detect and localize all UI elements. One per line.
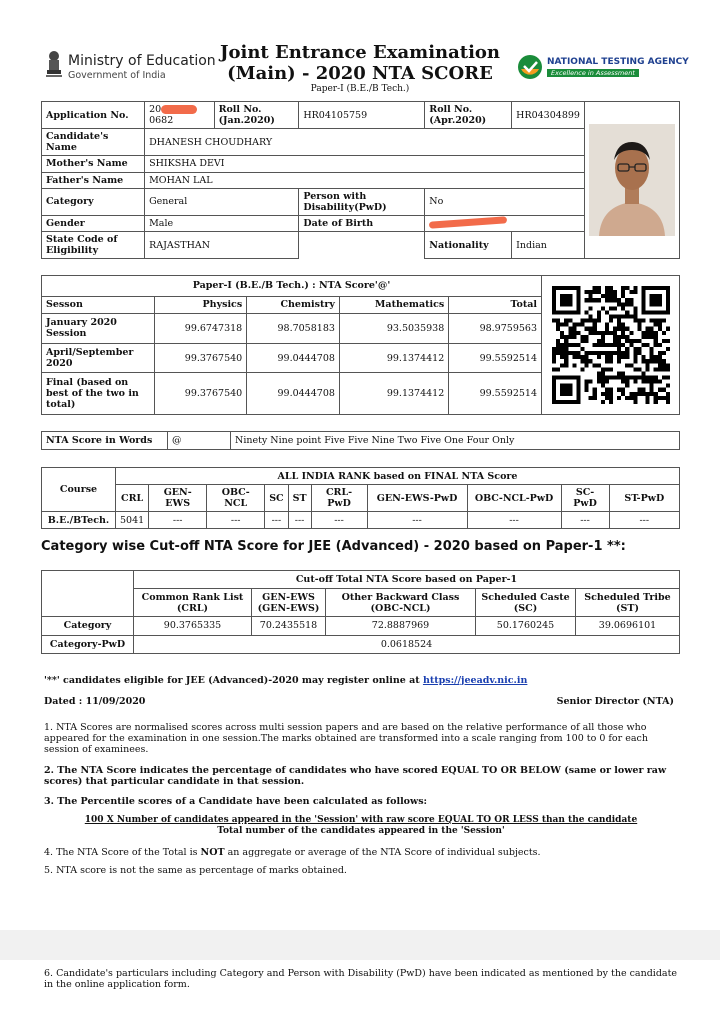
roll-jan-value: HR04105759 [299, 102, 425, 129]
score-cell: 99.3767540 [154, 373, 247, 414]
father-label: Father's Name [42, 172, 145, 188]
score-row-label: April/September 2020 [42, 343, 154, 373]
rank-header: OBC-NCL-PwD [467, 485, 561, 512]
nationality-label: Nationality [425, 232, 512, 259]
score-words-symbol: @ [168, 432, 231, 450]
score-words-table [41, 431, 680, 450]
cutoff-table-title: Cut-off Total NTA Score based on Paper-1 [134, 571, 680, 589]
score-words-value: Ninety Nine point Five Five Nine Two Five One Four Only [231, 432, 680, 450]
photo-cell [584, 102, 679, 259]
rank-header: ST-PwD [609, 485, 679, 512]
score-row-label: Final (based on best of the two in total) [42, 373, 154, 414]
page-subtitle: Paper-I (B.E./B Tech.) [310, 84, 410, 94]
rank-header: CRL-PwD [311, 485, 367, 512]
state-label: State Code of Eligibility [42, 232, 145, 259]
rank-header: CRL [116, 485, 149, 512]
rank-header: GEN-EWS-PwD [367, 485, 467, 512]
page-title-line2: (Main) - 2020 NTA SCORE [227, 63, 493, 84]
score-cell: 99.3767540 [154, 343, 247, 373]
formula [44, 815, 678, 837]
cutoff-value: 70.2435518 [252, 617, 326, 636]
score-table-title: Paper-I (B.E./B Tech.) : NTA Score'@' [42, 276, 542, 296]
rank-value: --- [561, 512, 609, 529]
rank-value: --- [288, 512, 311, 529]
rank-course-label: Course [42, 468, 116, 512]
pwd-label: Person with Disability(PwD) [299, 188, 425, 215]
qr-code-icon [552, 286, 670, 404]
rank-value: 5041 [116, 512, 149, 529]
rank-value: --- [149, 512, 207, 529]
score-words-label: NTA Score in Words [42, 432, 168, 450]
score-table [42, 276, 542, 414]
rank-header: OBC-NCL [207, 485, 265, 512]
redaction-mark [161, 105, 197, 114]
mother-label: Mother's Name [42, 156, 145, 172]
nta-tagline: Excellence in Assessment [547, 69, 639, 77]
note-5: 5. NTA score is not the same as percentage of marks obtained. [44, 865, 347, 876]
cutoff-header: Scheduled Tribe (ST) [576, 589, 680, 617]
cutoff-pwd-value: 0.0618524 [134, 635, 680, 654]
application-no-label: Application No. [42, 102, 145, 129]
page-gap [0, 930, 720, 960]
cutoff-value: 50.1760245 [476, 617, 576, 636]
rank-value: --- [467, 512, 561, 529]
cutoff-corner [42, 571, 134, 589]
signatory: Senior Director (NTA) [556, 696, 674, 707]
rank-table-title: ALL INDIA RANK based on FINAL NTA Score [116, 468, 680, 485]
pwd-value: No [425, 188, 585, 215]
roll-jan-label: Roll No. (Jan.2020) [214, 102, 299, 129]
cutoff-header: GEN-EWS (GEN-EWS) [252, 589, 326, 617]
mother-value: SHIKSHA DEVI [145, 156, 585, 172]
formula-denominator: Total number of the candidates appeared in the 'Session' [217, 826, 505, 836]
dated: Dated : 11/09/2020 [44, 696, 146, 707]
score-cell: 99.6747318 [154, 314, 247, 344]
registration-note [44, 675, 527, 686]
note-4-text: 4. The NTA Score of the Total is [44, 847, 201, 858]
score-row-label: January 2020 Session [42, 314, 154, 344]
note-2: 2. The NTA Score indicates the percentage of candidates who have scored EQUAL TO OR BELOW (same or lower raw scores) that particular candidate in that session. [44, 765, 667, 787]
rank-value: --- [367, 512, 467, 529]
score-box [41, 275, 680, 415]
score-header-total: Total [449, 296, 542, 314]
score-cell: 98.9759563 [449, 314, 542, 344]
rank-table [41, 467, 680, 529]
application-no-suffix: 0682 [149, 115, 174, 126]
rank-header: SC [265, 485, 288, 512]
cutoff-header: Other Backward Class (OBC-NCL) [326, 589, 476, 617]
roll-apr-value: HR04304899 [512, 102, 585, 129]
rank-value: --- [207, 512, 265, 529]
rank-value: --- [311, 512, 367, 529]
roll-apr-label: Roll No. (Apr.2020) [425, 102, 512, 129]
note-4-not: NOT [200, 847, 225, 858]
formula-numerator: 100 X Number of candidates appeared in the 'Session' with raw score EQUAL TO OR LESS than the candidate [84, 815, 638, 825]
rank-header: ST [288, 485, 311, 512]
gender-value: Male [145, 215, 299, 231]
rank-header: SC-PwD [561, 485, 609, 512]
note-1: 1. NTA Scores are normalised scores across multi session papers and are based on the relative performance of all those who appeared for the examination in one session.The marks obtained are transformed into a scale ranging from 100 to 0 for each session of examinees. [44, 722, 648, 755]
dob-value [425, 215, 585, 231]
application-no-prefix: 20 [149, 104, 162, 115]
nta-logo-icon [517, 54, 543, 80]
rank-value: --- [609, 512, 679, 529]
cutoff-value: 39.0696101 [576, 617, 680, 636]
cutoff-corner [42, 589, 134, 617]
cutoff-pwd-label: Category-PwD [42, 635, 134, 654]
note-4 [44, 847, 678, 858]
dob-label: Date of Birth [299, 215, 425, 231]
note-3: 3. The Percentile scores of a Candidate have been calculated as follows: [44, 796, 428, 807]
page-title-line1: Joint Entrance Examination [219, 42, 501, 63]
rank-course-value: B.E./BTech. [42, 512, 116, 529]
cutoff-value: 90.3765335 [134, 617, 252, 636]
cutoff-heading: Category wise Cut-off NTA Score for JEE (Advanced) - 2020 based on Paper-1 **: [41, 539, 626, 554]
score-cell: 99.5592514 [449, 343, 542, 373]
ministry-government: Government of India [68, 70, 166, 81]
score-header-physics: Physics [154, 296, 247, 314]
cutoff-header: Scheduled Caste (SC) [476, 589, 576, 617]
rank-header: GEN-EWS [149, 485, 207, 512]
nta-name: NATIONAL TESTING AGENCY [547, 57, 689, 67]
score-cell: 99.5592514 [449, 373, 542, 414]
score-header-mathematics: Mathematics [339, 296, 448, 314]
candidate-photo [589, 124, 675, 236]
ministry-name: Ministry of Education [68, 53, 216, 69]
score-cell: 99.1374412 [339, 373, 448, 414]
application-no-value [145, 102, 215, 129]
category-value: General [145, 188, 299, 215]
score-cell: 99.0444708 [247, 373, 340, 414]
ministry-emblem-icon [44, 50, 64, 80]
cutoff-header: Common Rank List (CRL) [134, 589, 252, 617]
score-cell: 99.0444708 [247, 343, 340, 373]
second-page [0, 960, 720, 1033]
score-cell: 98.7058183 [247, 314, 340, 344]
rank-value: --- [265, 512, 288, 529]
note-4-text: an aggregate or average of the NTA Score of individual subjects. [224, 847, 541, 858]
cutoff-category-label: Category [42, 617, 134, 636]
registration-note-text: '**' candidates eligible for JEE (Advanced)-2020 may register online at [44, 675, 423, 686]
score-cell: 99.1374412 [339, 343, 448, 373]
nationality-value: Indian [512, 232, 585, 259]
state-value: RAJASTHAN [145, 232, 299, 259]
father-value: MOHAN LAL [145, 172, 585, 188]
cutoff-value: 72.8887969 [326, 617, 476, 636]
gender-label: Gender [42, 215, 145, 231]
cutoff-table [41, 570, 680, 654]
score-header-session: Sesson [42, 296, 154, 314]
name-value: DHANESH CHOUDHARY [145, 129, 585, 156]
score-header-chemistry: Chemistry [247, 296, 340, 314]
state-blank [299, 232, 425, 259]
redaction-mark [429, 216, 507, 228]
note-6: 6. Candidate's particulars including Category and Person with Disability (PwD) have been indicated as mentioned by the candidate in the online application form. [44, 968, 678, 990]
category-label: Category [42, 188, 145, 215]
name-label: Candidate's Name [42, 129, 145, 156]
jee-adv-link[interactable]: https://jeeadv.nic.in [422, 675, 528, 686]
candidate-details-table [41, 101, 680, 259]
score-cell: 93.5035938 [339, 314, 448, 344]
